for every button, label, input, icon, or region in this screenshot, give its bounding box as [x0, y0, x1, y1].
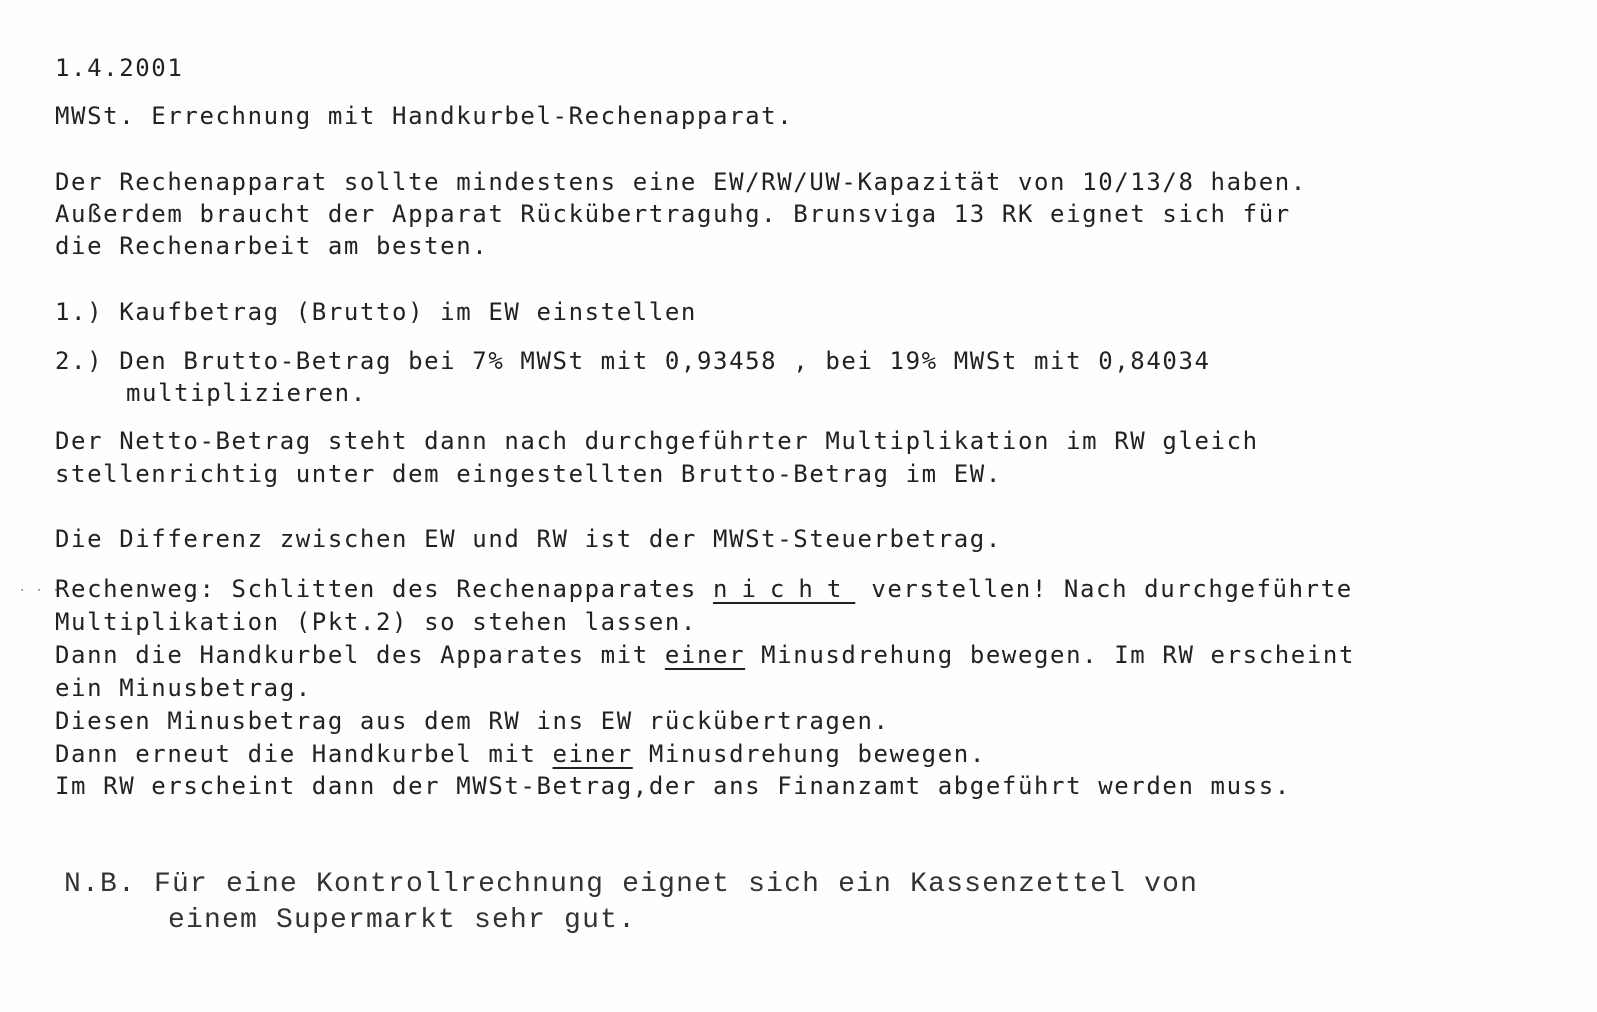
rechenweg-line-6-start: Dann erneut die Handkurbel mit	[55, 740, 553, 768]
document-title: MWSt. Errechnung mit Handkurbel-Rechenapparat.	[55, 102, 794, 130]
intro-line-1: Der Rechenapparat sollte mindestens eine EW/RW/UW-Kapazität von 10/13/8 haben.	[55, 168, 1307, 196]
margin-dots: · · ·	[18, 583, 61, 599]
rechenweg-line-7: Im RW erscheint dann der MWSt-Betrag,der ans Finanzamt abgeführt werden muss.	[55, 772, 1291, 800]
intro-line-3: die Rechenarbeit am besten.	[55, 232, 489, 260]
step-2-line-2: multiplizieren.	[126, 379, 367, 407]
emphasis-einer-1: einer	[664, 641, 746, 669]
step-1: 1.) Kaufbetrag (Brutto) im EW einstellen	[55, 298, 697, 326]
rechenweg-line-3	[55, 640, 1355, 670]
document-date: 1.4.2001	[55, 54, 184, 82]
nb-line-1: N.B. Für eine Kontrollrechnung eignet sich ein Kassenzettel von	[64, 869, 1199, 900]
rechenweg-line-6	[55, 739, 986, 769]
rechenweg-line-2: Multiplikation (Pkt.2) so stehen lassen.	[55, 608, 697, 636]
rechenweg-line-4: ein Minusbetrag.	[55, 674, 312, 702]
rechenweg-line-3-end: Minusdrehung bewegen. Im RW erscheint	[745, 641, 1355, 669]
nb-line-2: einem Supermarkt sehr gut.	[168, 905, 637, 936]
rechenweg-line-1	[55, 574, 1353, 604]
intro-line-2: Außerdem braucht der Apparat Rückübertraguhg. Brunsviga 13 RK eignet sich für	[55, 200, 1291, 228]
rechenweg-line-6-end: Minusdrehung bewegen.	[632, 740, 986, 768]
difference-line: Die Differenz zwischen EW und RW ist der MWSt-Steuerbetrag.	[55, 525, 1002, 553]
netto-line-2: stellenrichtig unter dem eingestellten Brutto-Betrag im EW.	[55, 460, 1002, 488]
emphasis-nicht: nicht	[713, 575, 856, 603]
step-2-line-1: 2.) Den Brutto-Betrag bei 7% MWSt mit 0,93458 , bei 19% MWSt mit 0,84034	[55, 347, 1211, 375]
rechenweg-line-3-start: Dann die Handkurbel des Apparates mit	[55, 641, 665, 669]
rechenweg-line-5: Diesen Minusbetrag aus dem RW ins EW rückübertragen.	[55, 707, 890, 735]
rechenweg-line-1-start: Rechenweg: Schlitten des Rechenapparates	[55, 575, 714, 603]
emphasis-einer-2: einer	[552, 740, 633, 768]
rechenweg-line-1-end: verstellen! Nach durchgeführte	[855, 575, 1353, 603]
netto-line-1: Der Netto-Betrag steht dann nach durchgeführter Multiplikation im RW gleich	[55, 427, 1259, 455]
